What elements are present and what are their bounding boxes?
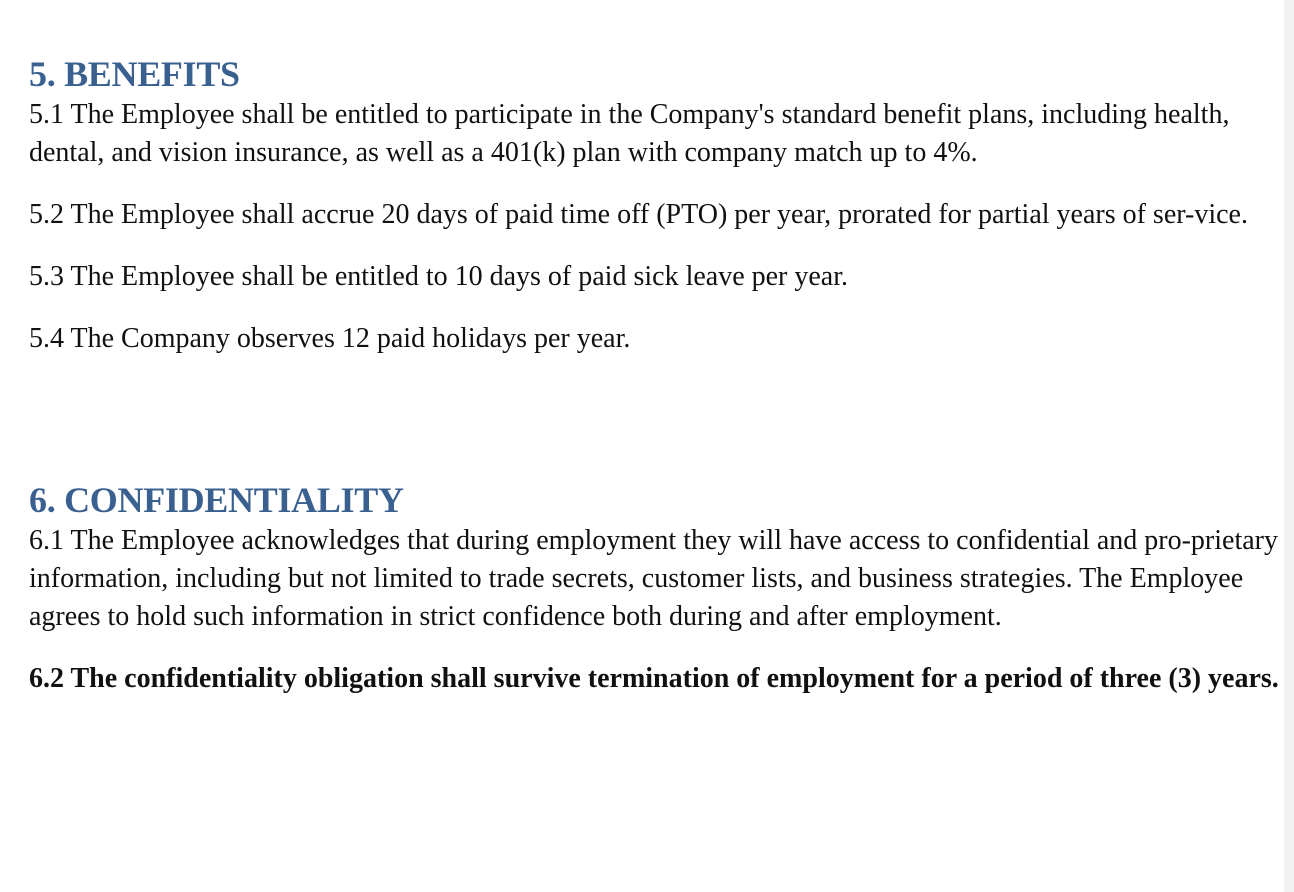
scrollbar-track[interactable]	[1284, 0, 1294, 892]
clause-5-3: 5.3 The Employee shall be entitled to 10 days of paid sick leave per year.	[29, 261, 849, 292]
clause-6-2: 6.2 The confidentiality obligation shall survive termination of employment for a period of three (3) years.	[29, 663, 1279, 694]
clause-6-1: 6.1 The Employee acknowledges that during employment they will have access to confidential and pro-prietary information, including but not limited to trade secrets, customer lists, and business strategies. The Employee agrees to hold such information in strict confidence both during and after employment.	[29, 525, 1278, 632]
section-spacer	[29, 382, 1279, 478]
section-heading-benefits: 5. BENEFITS	[29, 54, 240, 94]
section-heading-confidentiality: 6. CONFIDENTIALITY	[29, 480, 404, 520]
clause-5-1: 5.1 The Employee shall be entitled to participate in the Company's standard benefit plans, including health, dental, and vision insurance, as well as a 401(k) plan with company match up to 4%.	[29, 99, 1230, 168]
clause-5-2: 5.2 The Employee shall accrue 20 days of paid time off (PTO) per year, prorated for partial years of ser-vice.	[29, 199, 1248, 230]
clause-5-4: 5.4 The Company observes 12 paid holidays per year.	[29, 323, 631, 354]
document-content	[29, 52, 1279, 722]
